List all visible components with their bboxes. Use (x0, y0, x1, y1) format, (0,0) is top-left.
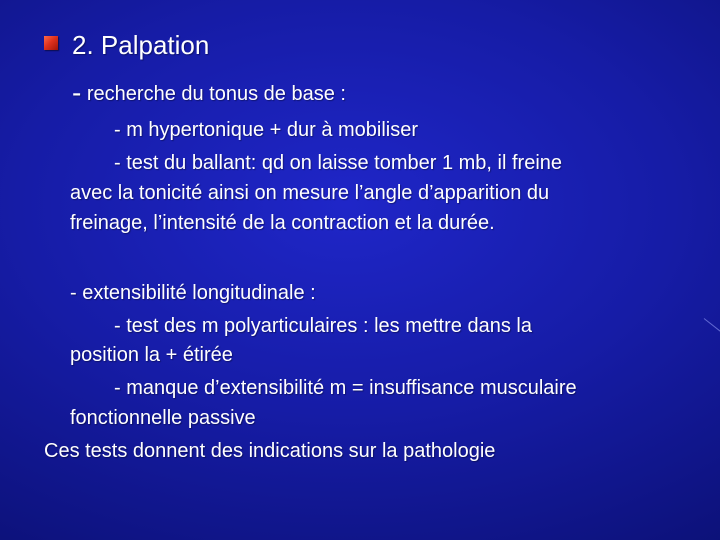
text-line-hypertonique: - m hypertonique + dur à mobiliser (114, 119, 419, 141)
text-line-fonctionnelle: fonctionnelle passive (70, 407, 256, 429)
text-line-manque: - manque d’extensibilité m = insuffisance musculaire (114, 377, 577, 399)
text-line-test-ballant: - test du ballant: qd on laisse tomber 1 mb, il freine (114, 152, 563, 174)
decorative-line (704, 318, 720, 332)
text-line-polyarticulaires: - test des m polyarticulaires : les mettre dans la (114, 315, 532, 337)
text-line-extensibilite: - extensibilité longitudinale : (70, 282, 316, 304)
text-line-recherche-label: recherche du tonus de base : (81, 83, 346, 105)
dash-marker: - (72, 77, 82, 108)
text-line-freinage: freinage, l’intensité de la contraction et la durée. (70, 212, 495, 234)
text-line-recherche (72, 77, 346, 108)
text-line-tonicite: avec la tonicité ainsi on mesure l’angle d’apparition du (70, 182, 550, 204)
text-line-conclusion: Ces tests donnent des indications sur la pathologie (44, 440, 496, 462)
text-line-position: position la + étirée (70, 344, 233, 366)
title-bullet-icon (44, 36, 58, 50)
slide-title: 2. Palpation (72, 30, 210, 60)
